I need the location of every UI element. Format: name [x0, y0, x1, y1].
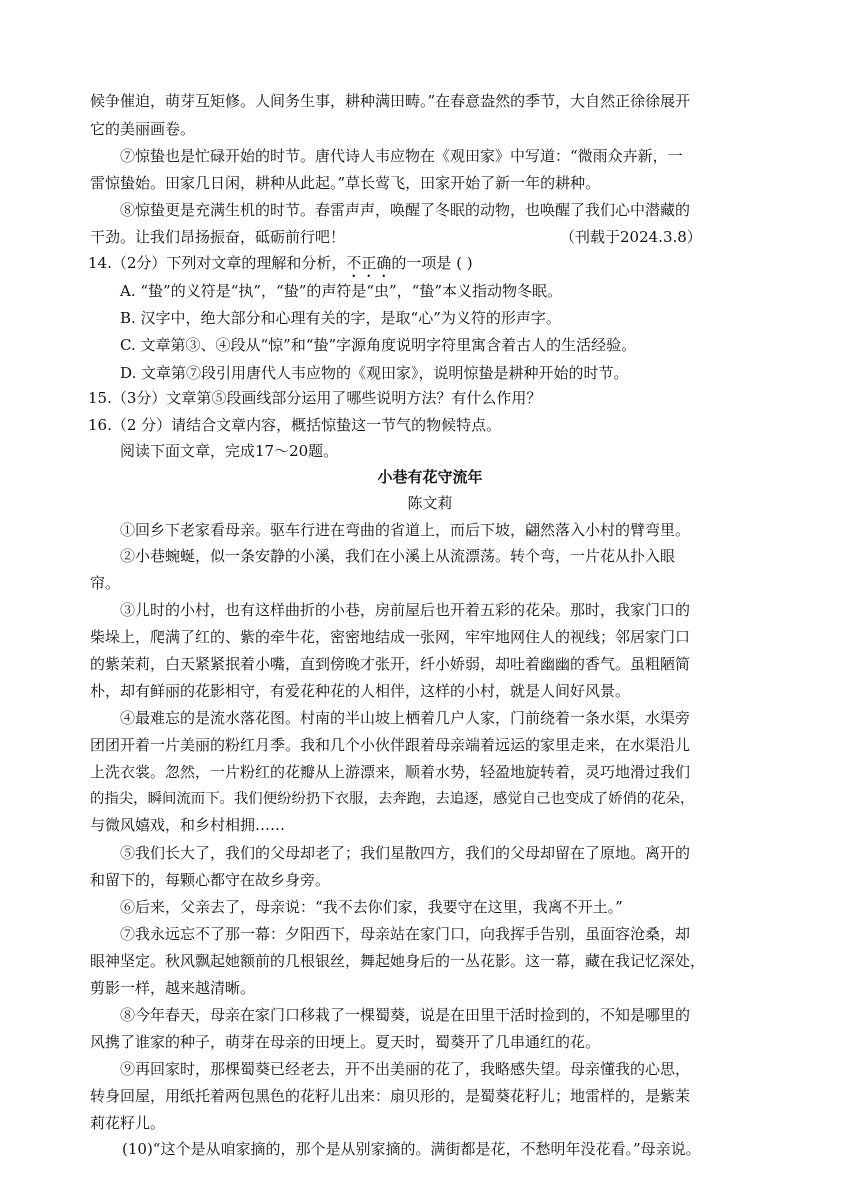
- article-line: ⑤我们长大了，我们的父母却老了；我们星散四方，我们的父母却留在了原地。离开的: [120, 844, 691, 862]
- question-15: 15.（3分）文章第⑤段画线部分运用了哪些说明方法？有什么作用？: [88, 389, 542, 407]
- passage-text: 干劲。让我们昂扬振奋，砥砺前行吧！: [90, 228, 346, 246]
- article-title: 小巷有花守流年: [377, 468, 483, 486]
- article-line: 团团开着一片美丽的粉红月季。我和几个小伙伴跟着母亲端着远运的家里走来，在水渠沿儿: [90, 736, 691, 754]
- question-14-stem: [0, 250, 860, 276]
- article-line: ⑦我永远忘不了那一幕：夕阳西下，母亲站在家门口，向我挥手告别，虽面容沧桑，却: [120, 925, 691, 943]
- article-line: ③儿时的小村，也有这样曲折的小巷，房前屋后也开着五彩的花朵。那时，我家门口的: [120, 601, 691, 619]
- article-line: ⑨再回家时，那棵蜀葵已经老去，开不出美丽的花了，我略感失望。母亲懂我的心思，: [120, 1060, 691, 1078]
- article-line: 转身回屋，用纸托着两包黑色的花籽儿出来：扇贝形的，是蜀葵花籽儿；地雷样的，是紫茉: [90, 1087, 691, 1105]
- article-line: 柴垛上，爬满了红的、紫的牵牛花，密密地结成一张网，牢牢地网住人的视线；邻居家门口: [90, 628, 691, 646]
- article-line: 的指尖，瞬间流而下。我们便纷纷扔下衣服，去奔跑，去追逐，感觉自己也变成了娇俏的花朵，: [90, 791, 695, 807]
- article-line: ②小巷蜿蜒，似一条安静的小溪，我们在小溪上从流漂荡。转个弯，一片花从扑入眼: [120, 547, 676, 565]
- article-line: 帘。: [90, 574, 121, 592]
- article-line: 莉花籽儿。: [90, 1114, 166, 1132]
- passage-line: ⑦惊蛰也是忙碌开始的时节。唐代诗人韦应物在《观田家》中写道：“微雨众卉新，一: [120, 147, 683, 165]
- passage-line: 候争催迫，萌芽互矩修。人间务生事，耕种满田畴。”在春意盎然的季节，大自然正徐徐展开: [90, 92, 691, 110]
- article-line: 朴，却有鲜丽的花影相守，有爱花种花的人相伴，这样的小村，就是人间好风景。: [90, 682, 631, 700]
- question-stem-pre: 14.（2分）下列对文章的理解和分析，: [88, 254, 347, 272]
- article-line: 眼神坚定。秋风飘起她额前的几根银丝，舞起她身后的一丛花影。这一幕，藏在我记忆深处，: [90, 952, 706, 970]
- publication-note: （刊载于2024.3.8）: [560, 228, 702, 246]
- option-c: C. 文章第③、④段从“惊”和“蛰”字源角度说明字符里寓含着古人的生活经验。: [120, 336, 637, 354]
- article-line: ④最难忘的是流水落花图。村南的半山坡上栖着几户人家，门前绕着一条水渠，水渠旁: [120, 709, 691, 727]
- passage-line: [0, 224, 860, 250]
- option-b: B. 汉字中，绝大部分和心理有关的字，是取“心”为义符的形声字。: [120, 309, 561, 327]
- option-a: A. “蛰”的义符是“执”，“蛰”的声符是“虫”，“蛰”本义指动物冬眠。: [120, 282, 563, 300]
- article-line: (10)“这个是从咱家摘的，那个是从别家摘的。满街都是花，不愁明年没花看。”母亲说。: [122, 1140, 701, 1158]
- reading-instruction: 阅读下面文章，完成17～20题。: [120, 442, 339, 460]
- article-line: 与微风嬉戏，和乡村相拥……: [90, 816, 286, 834]
- passage-line: ⑧惊蛰更是充满生机的时节。春雷声声，唤醒了冬眠的动物，也唤醒了我们心中潜藏的: [120, 201, 691, 219]
- emphasis-text: 不正确: [346, 254, 392, 272]
- article-author: 陈文莉: [407, 494, 453, 512]
- passage-line: 雷惊蛰始。田家几日闲，耕种从此起。”草长莺飞，田家开始了新一年的耕种。: [90, 174, 601, 192]
- article-line: 风携了谁家的种子，萌芽在母亲的田埂上。夏天时，蜀葵开了几串通红的花。: [90, 1033, 601, 1051]
- question-16: 16.（2 分）请结合文章内容，概括惊蛰这一节气的物候特点。: [88, 416, 502, 434]
- article-line: ⑧今年春天，母亲在家门口移栽了一棵蜀葵，说是在田里干活时捡到的，不知是哪里的: [120, 1006, 691, 1024]
- article-line: ⑥后来，父亲去了，母亲说：“我不去你们家，我要守在这里，我离不开土。”: [120, 898, 623, 916]
- option-d: D. 文章第⑦段引用唐代人韦应物的《观田家》，说明惊蛰是耕种开始的时节。: [120, 364, 629, 382]
- article-line: 的紫茉莉，白天紧紧抿着小嘴，直到傍晚才张开，纤小娇弱，却吐着幽幽的香气。虽粗陋简: [90, 655, 691, 673]
- question-stem-post: 的一项是 ( ): [391, 254, 473, 272]
- article-line: 剪影一样，越来越清晰。: [90, 979, 256, 997]
- article-line: ①回乡下老家看母亲。驱车行进在弯曲的省道上，而后下坡，翩然落入小村的臂弯里。: [120, 521, 691, 539]
- article-line: 和留下的，每颗心都守在故乡身旁。: [90, 871, 331, 889]
- passage-line: 它的美丽画卷。: [90, 120, 196, 138]
- article-line: 上洗衣裳。忽然，一片粉红的花瓣从上游漂来，顺着水势，轻盈地旋转着，灵巧地滑过我们: [90, 763, 691, 781]
